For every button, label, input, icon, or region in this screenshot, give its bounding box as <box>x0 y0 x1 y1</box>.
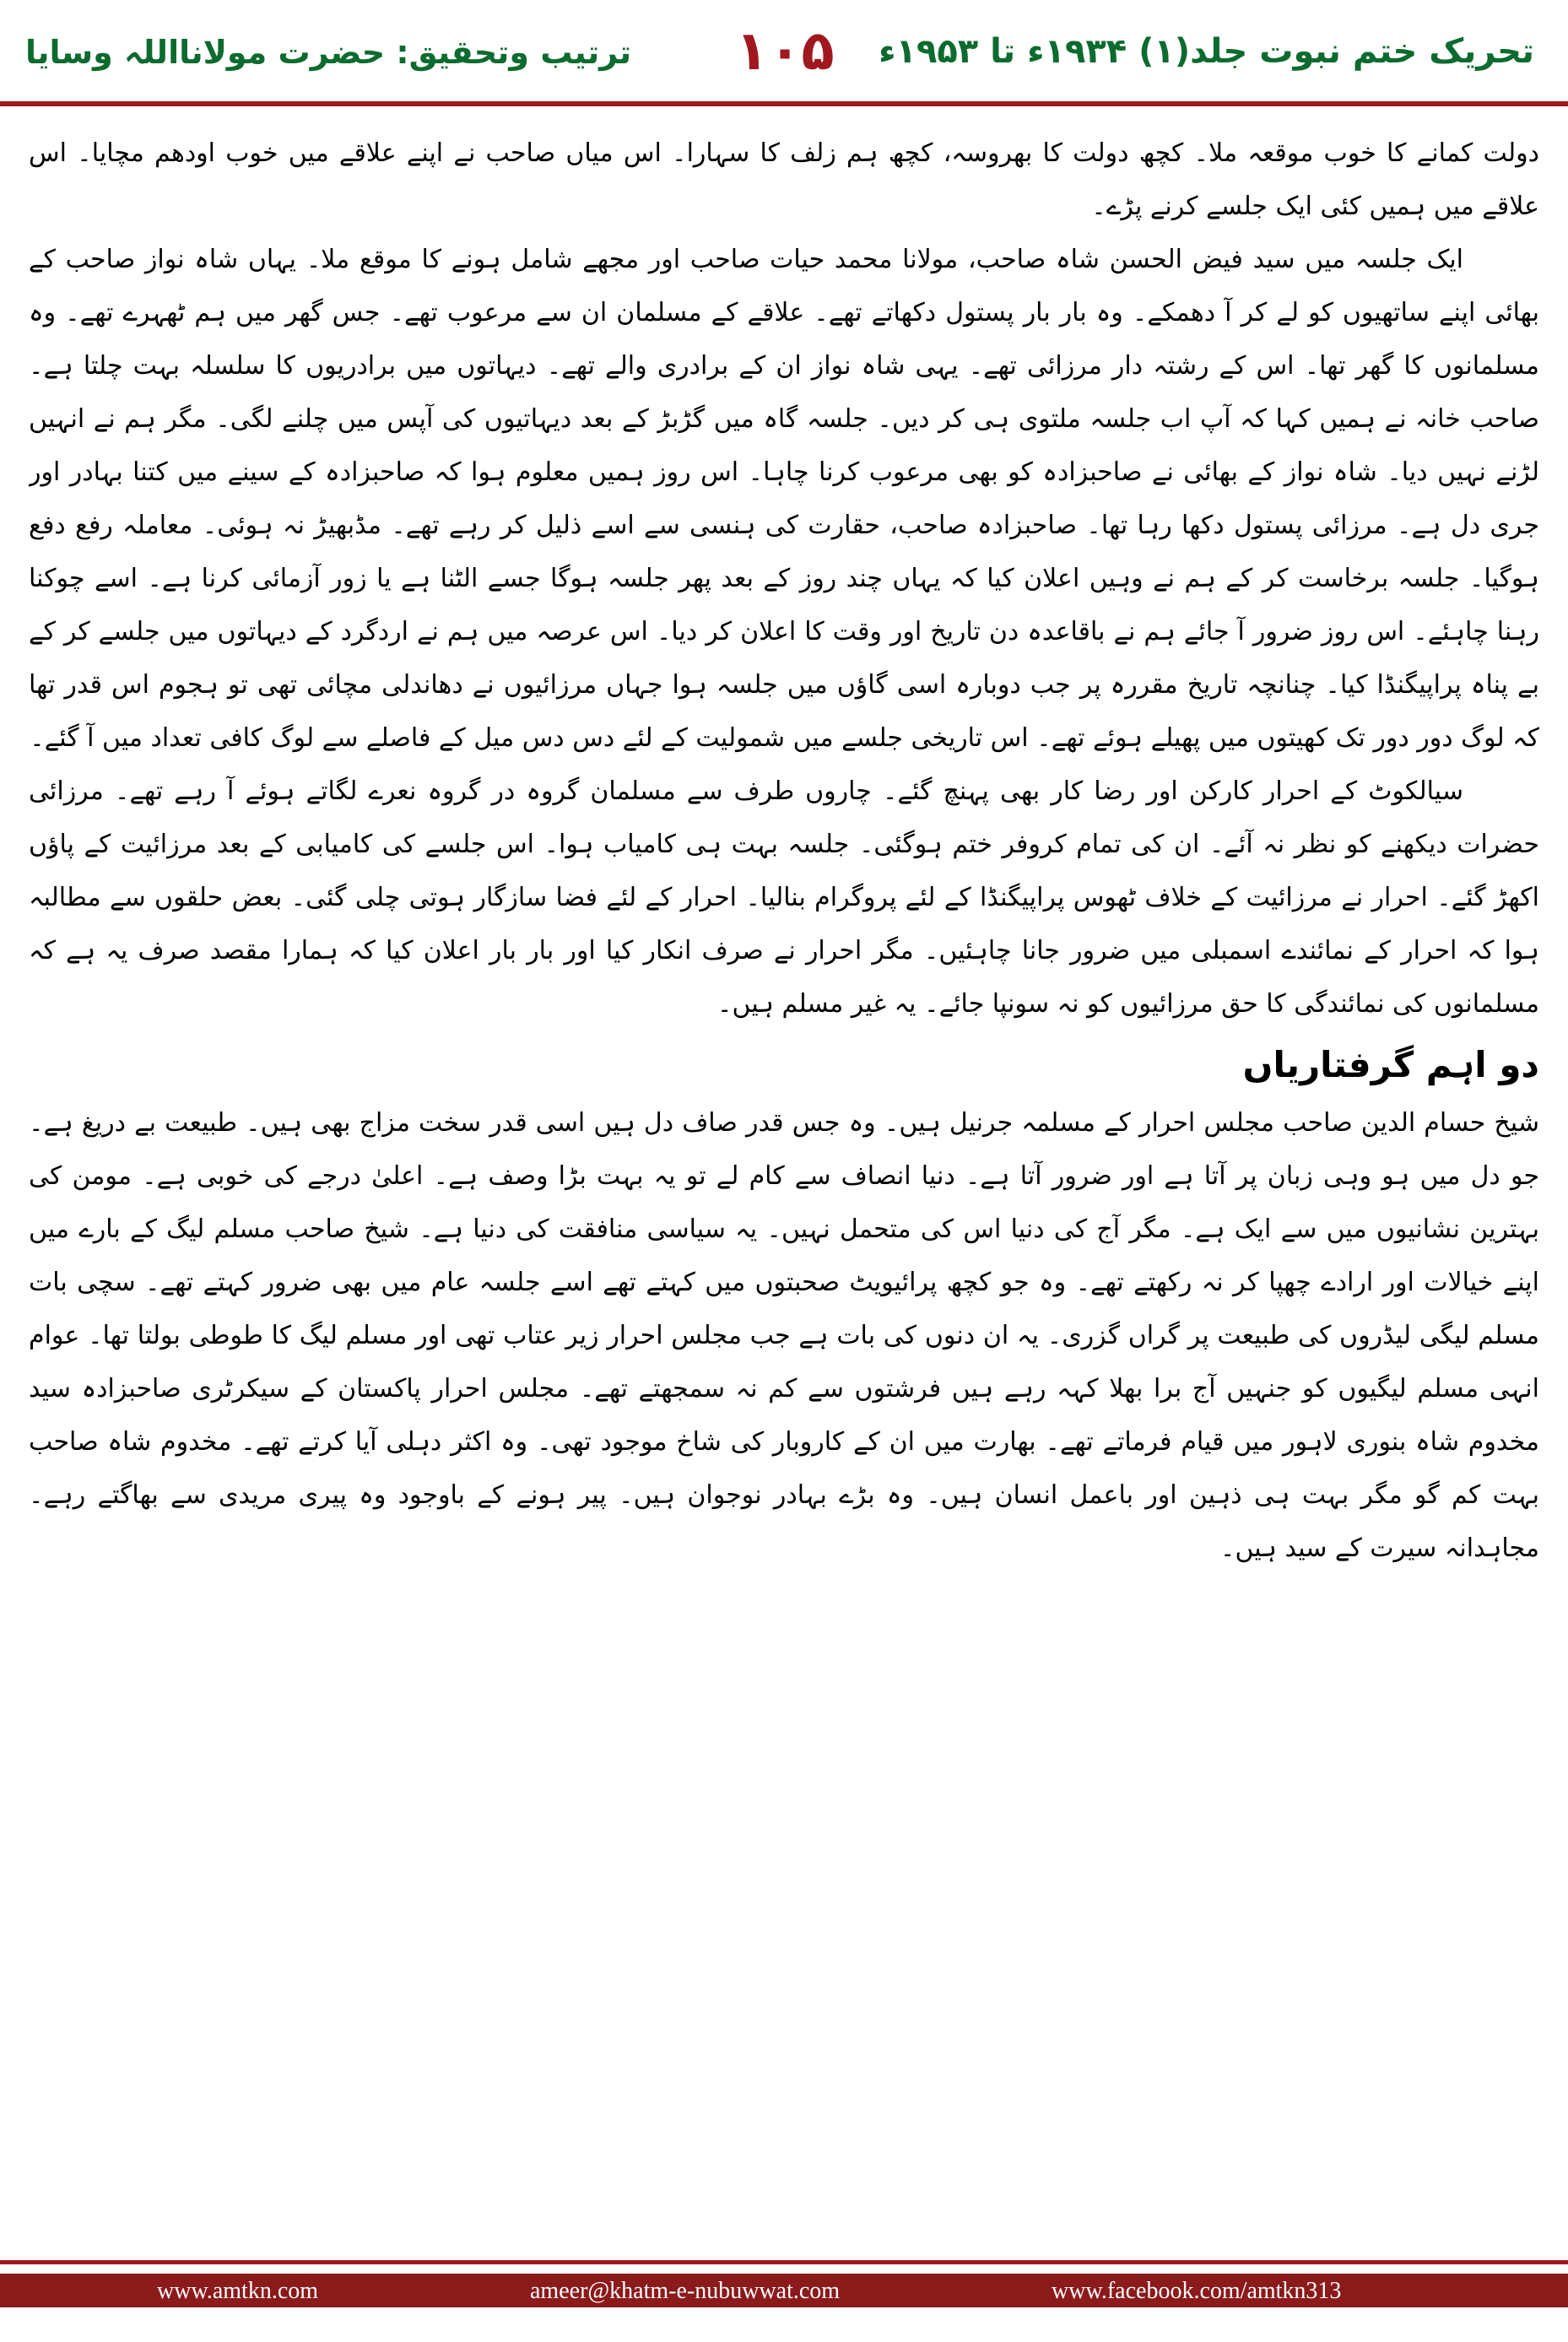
facebook-link[interactable]: www.facebook.com/amtkn313 <box>1052 2278 1342 2304</box>
section-heading: دو اہم گرفتاریاں <box>1242 1044 1539 1085</box>
page-body <box>29 127 1539 2245</box>
body-paragraph-3: سیالکوٹ کے احرار کارکن اور رضا کار بھی پہنچ گئے۔ چاروں طرف سے مسلمان گروہ در گروہ نعرے لگاتے ہوئے آ رہے تھے۔ مرزائی حضرات دیکھنے کو نظر نہ آئے۔ ان کی تمام کروفر ختم ہوگئی۔ جلسہ بہت ہی کامیاب ہوا۔ اس جلسے کی کامیابی کے بعد مرزائیت کے پاؤں اکھڑ گئے۔ احرار نے مرزائیت کے خلاف ٹھوس پراپیگنڈا کے لئے پروگرام بنالیا۔ احرار کے لئے فضا سازگار ہوتی چلی گئی۔ بعض حلقوں سے مطالبہ ہوا کہ احرار کے نمائندے اسمبلی میں ضرور جانا چاہئیں۔ مگر احرار نے صرف انکار کیا اور بار بار اعلان کیا کہ ہمارا مقصد صرف یہ ہے کہ مسلمانوں کی نمائندگی کا حق مرزائیوں کو نہ سونپا جائے۔ یہ غیر مسلم ہیں۔ <box>29 776 1539 1019</box>
footer-divider <box>0 2260 1568 2264</box>
section-paragraph-1: شیخ حسام الدین صاحب مجلس احرار کے مسلمہ جرنیل ہیں۔ وہ جس قدر صاف دل ہیں اسی قدر سخت مزاج بھی ہیں۔ طبیعت بے دریغ ہے۔ جو دل میں ہو وہی زبان پر آتا ہے اور ضرور آتا ہے۔ دنیا انصاف سے کام لے تو یہ بہت بڑا وصف ہے۔ اعلیٰ درجے کی خوبی ہے۔ مومن کی بہترین نشانیوں میں سے ایک ہے۔ مگر آج کی دنیا اس کی متحمل نہیں۔ یہ سیاسی منافقت کی دنیا ہے۔ شیخ صاحب مسلم لیگ کے بارے میں اپنے خیالات اور ارادے چھپا کر نہ رکھتے تھے۔ وہ جو کچھ پرائیویٹ صحبتوں میں کہتے تھے اسے جلسہ عام میں بھی ضرور کہتے تھے۔ سچی بات مسلم لیگی لیڈروں کی طبیعت پر گراں گزری۔ یہ ان دنوں کی بات ہے جب مجلس احرار زیر عتاب تھی اور مسلم لیگ کا طوطی بولتا تھا۔ عوام انہی مسلم لیگیوں کو جنہیں آج برا بھلا کہہ رہے ہیں فرشتوں سے کم نہ سمجھتے تھے۔ مجلس احرار پاکستان کے سیکرٹری صاحبزادہ سید مخدوم شاہ بنوری لاہور میں قیام فرماتے تھے۔ بھارت میں ان کے کاروبار کی شاخ موجود تھی۔ وہ اکثر دہلی آیا کرتے تھے۔ مخدوم شاہ صاحب بہت کم گو مگر بہت ہی ذہین اور باعمل انسان ہیں۔ وہ بڑے بہادر نوجوان ہیں۔ پیر ہونے کے باوجود وہ پیری مریدی سے بھاگتے رہے۔ مجاہدانہ سیرت کے سید ہیں۔ <box>29 1108 1539 1563</box>
email-link[interactable]: ameer@khatm-e-nubuwwat.com <box>530 2278 841 2304</box>
body-paragraph-2: ایک جلسہ میں سید فیض الحسن شاہ صاحب، مولانا محمد حیات صاحب اور مجھے شامل ہونے کا موقع ملا۔ یہاں شاہ نواز صاحب کے بھائی اپنے ساتھیوں کو لے کر آ دھمکے۔ وہ بار بار پستول دکھاتے تھے۔ علاقے کے مسلمان ان سے مرعوب تھے۔ جس گھر میں ہم ٹھہرے تھے۔ وہ مسلمانوں کا گھر تھا۔ اس کے رشتہ دار مرزائی تھے۔ یہی شاہ نواز ان کے برادری والے تھے۔ دیہاتوں میں برادریوں کا سلسلہ بہت چلتا ہے۔ صاحب خانہ نے ہمیں کہا کہ آپ اب جلسہ ملتوی ہی کر دیں۔ جلسہ گاہ میں گڑبڑ کے بعد دیہاتیوں کی آپس میں چلنے لگی۔ مگر ہم نے انہیں لڑنے نہیں دیا۔ شاہ نواز کے بھائی نے صاحبزادہ کو بھی مرعوب کرنا چاہا۔ اس روز ہمیں معلوم ہوا کہ صاحبزادہ کے سینے میں کتنا بہادر اور جری دل ہے۔ مرزائی پستول دکھا رہا تھا۔ صاحبزادہ صاحب، حقارت کی ہنسی سے اسے ذلیل کر رہے تھے۔ مڈبھیڑ نہ ہوئی۔ معاملہ رفع دفع ہوگیا۔ جلسہ برخاست کر کے ہم نے وہیں اعلان کیا کہ یہاں چند روز کے بعد پھر جلسہ ہوگا جسے الٹنا ہے یا زور آزمائی کرنا ہے۔ اسے چوکنا رہنا چاہئے۔ اس روز ضرور آ جائے ہم نے باقاعدہ دن تاریخ اور وقت کا اعلان کر دیا۔ اس عرصہ میں ہم نے اردگرد کے دیہاتوں میں جلسے کر کے بے پناہ پراپیگنڈا کیا۔ چنانچہ تاریخ مقررہ پر جب دوبارہ اسی گاؤں میں جلسہ ہوا جہاں مرزائیوں نے دھاندلی مچائی تھی تو ہجوم اس قدر تھا کہ لوگ دور دور تک کھیتوں میں پھیلے ہوئے تھے۔ اس تاریخی جلسے میں شمولیت کے لئے دس دس میل کے فاصلے سے لوگ کافی تعداد میں آ گئے۔ <box>29 245 1539 753</box>
compiler-credit: ترتیب وتحقیق: حضرت مولانااللہ وسایا <box>25 34 632 71</box>
book-title: تحریک ختم نبوت جلد(۱) ۱۹۳۴ء تا ۱۹۵۳ء <box>879 32 1534 71</box>
page-number: ۱۰۵ <box>735 20 835 83</box>
header-divider <box>0 101 1568 106</box>
website-link[interactable]: www.amtkn.com <box>157 2278 319 2304</box>
page-header <box>0 0 1568 110</box>
page-footer <box>0 2260 1568 2342</box>
body-paragraph-1: دولت کمانے کا خوب موقعہ ملا۔ کچھ دولت کا بھروسہ، کچھ ہم زلف کا سہارا۔ اس میاں صاحب نے اپنے علاقے میں خوب اودھم مچایا۔ اس علاقے میں ہمیں کئی ایک جلسے کرنے پڑے۔ <box>29 138 1539 221</box>
